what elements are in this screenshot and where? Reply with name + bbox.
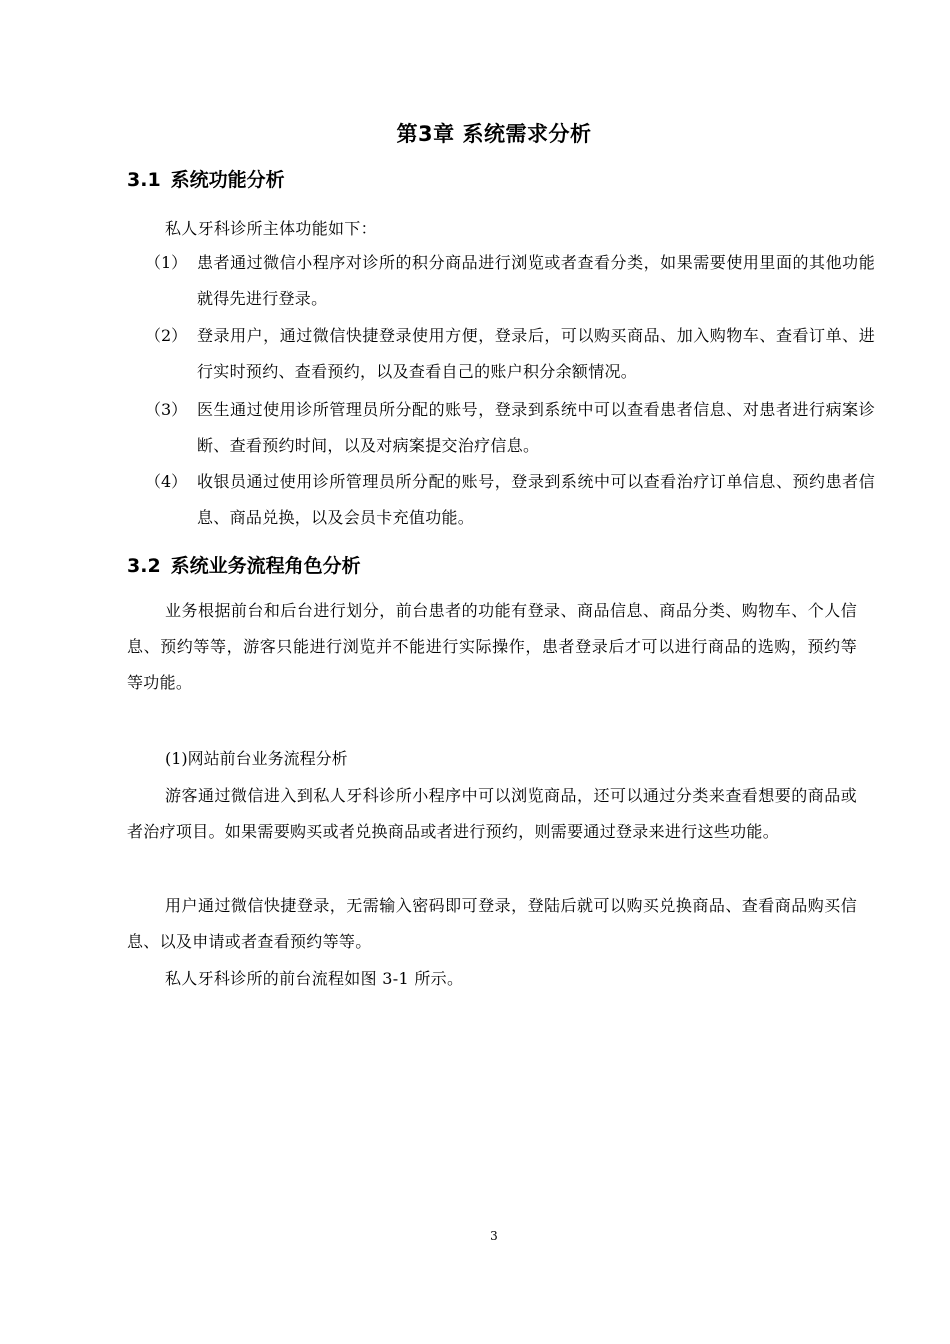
section-1-intro: 私人牙科诊所主体功能如下：	[165, 219, 377, 238]
section-title: 系统业务流程角色分析	[170, 555, 361, 577]
list-item-text: 收银员通过使用诊所管理员所分配的账号，登录到系统中可以查看治疗订单信息、预约患者信息、商品兑换，以及会员卡充值功能。	[197, 472, 875, 527]
section-heading-3-2	[127, 551, 361, 581]
body-paragraph-1: 游客通过微信进入到私人牙科诊所小程序中可以浏览商品，还可以通过分类来查看想要的商品或者治疗项目。如果需要购买或者兑换商品或者进行预约，则需要通过登录来进行这些功能。	[127, 786, 857, 841]
list-marker: （1）	[145, 253, 188, 272]
list-item-text: 患者通过微信小程序对诊所的积分商品进行浏览或者查看分类，如果需要使用里面的其他功能就得先进行登录。	[197, 253, 875, 308]
section-heading-3-1	[127, 165, 285, 195]
list-marker: （2）	[145, 326, 188, 345]
list-item-2	[145, 318, 875, 390]
list-item-3	[145, 392, 875, 464]
section-title: 系统功能分析	[170, 169, 285, 191]
body-paragraph-2: 用户通过微信快捷登录，无需输入密码即可登录，登陆后就可以购买兑换商品、查看商品购买信息、以及申请或者查看预约等等。	[127, 896, 857, 951]
list-marker: （3）	[145, 400, 188, 419]
section-number: 3.1	[127, 169, 161, 191]
list-item-4	[145, 464, 875, 536]
section-2-paragraph: 业务根据前台和后台进行划分，前台患者的功能有登录、商品信息、商品分类、购物车、个人信息、预约等等，游客只能进行浏览并不能进行实际操作，患者登录后才可以进行商品的选购，预约等等功能。	[127, 601, 857, 692]
chapter-title: 第3章 系统需求分析	[396, 122, 592, 146]
section-number: 3.2	[127, 555, 161, 577]
page-number: 3	[490, 1229, 498, 1243]
list-marker: （4）	[145, 472, 188, 491]
list-item-text: 医生通过使用诊所管理员所分配的账号，登录到系统中可以查看患者信息、对患者进行病案诊断、查看预约时间，以及对病案提交治疗信息。	[197, 400, 875, 455]
list-item-text: 登录用户，通过微信快捷登录使用方便，登录后，可以购买商品、加入购物车、查看订单、进行实时预约、查看预约，以及查看自己的账户积分余额情况。	[197, 326, 875, 381]
list-item-1	[145, 245, 875, 317]
body-paragraph-3: 私人牙科诊所的前台流程如图 3-1 所示。	[165, 969, 464, 988]
subsection-heading: (1)网站前台业务流程分析	[165, 749, 348, 768]
